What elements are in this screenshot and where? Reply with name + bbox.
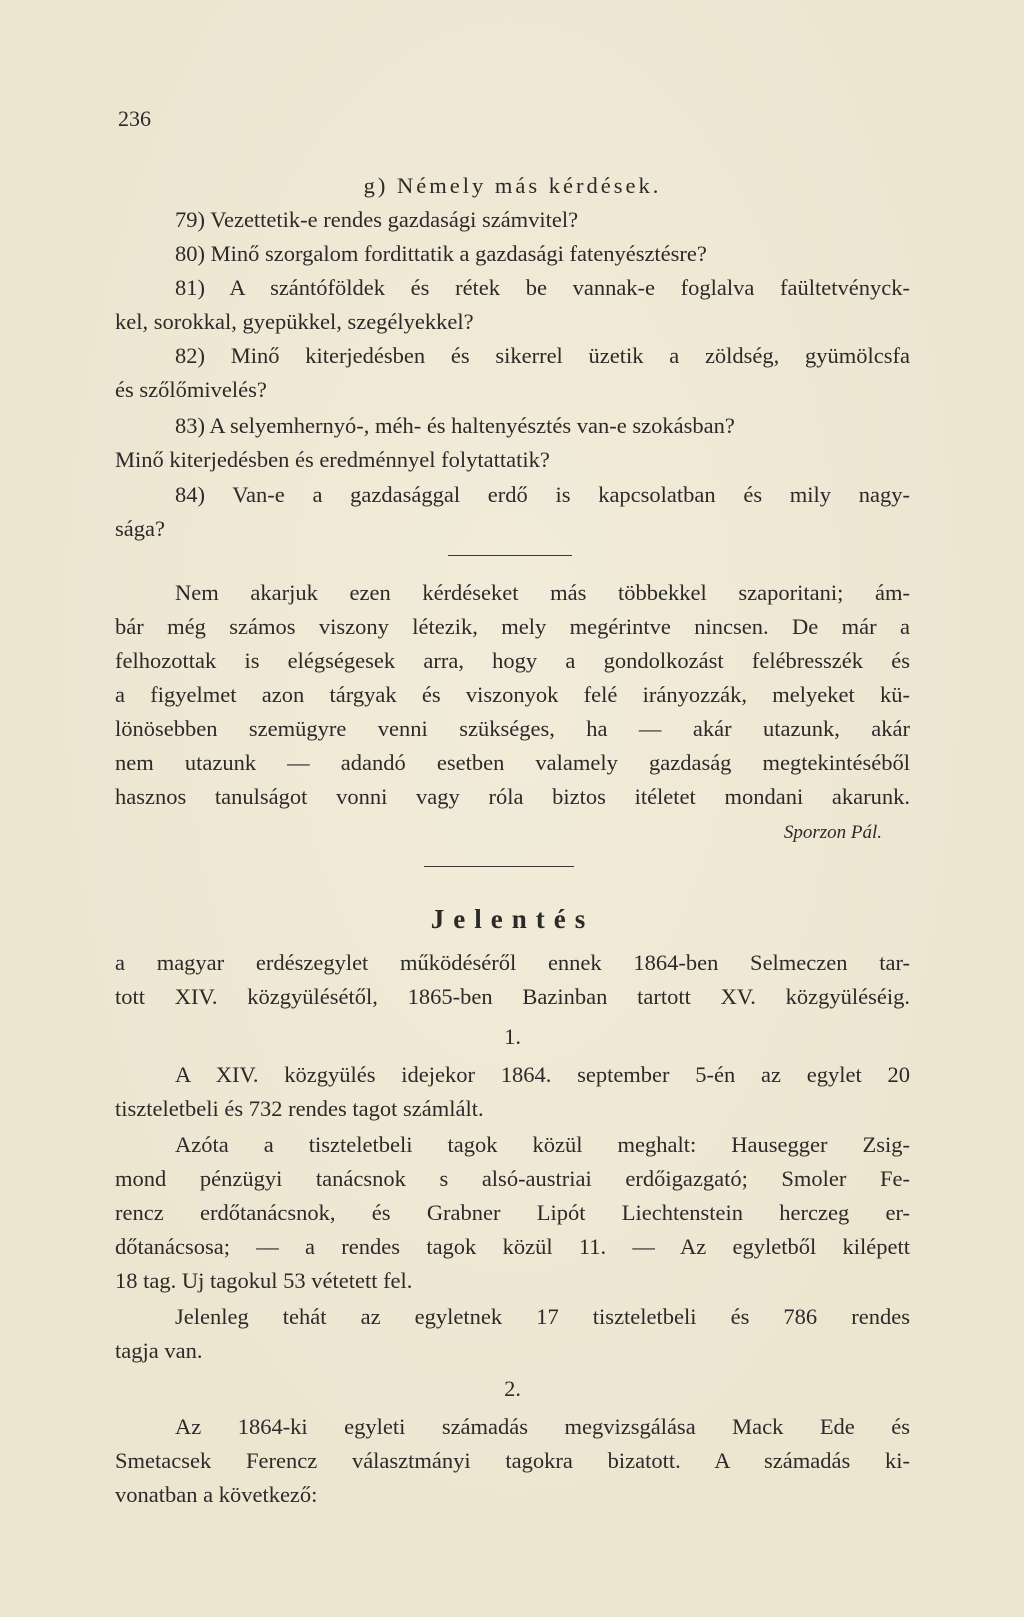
paragraph-line: Nem akarjuk ezen kérdéseket más többekkel szaporitani; ám- <box>175 580 910 605</box>
paragraph-line: dőtanácsosa; — a rendes tagok közül 11. — Az egyletből kilépett <box>115 1234 910 1259</box>
report-heading: Jelentés <box>430 904 595 934</box>
paragraph-line: Azóta a tiszteletbeli tagok közül meghalt: Hausegger Zsig- <box>175 1132 910 1157</box>
paragraph-line: Az 1864-ki egyleti számadás megvizsgálása Mack Ede és <box>175 1414 910 1439</box>
paragraph-line: hasznos tanulságot vonni vagy róla biztos itéletet mondani akarunk. <box>115 784 910 809</box>
article-divider <box>424 866 574 867</box>
question-84: 84) Van-e a gazdasággal erdő is kapcsolatban és mily nagy- <box>175 482 910 507</box>
paragraph-line: rencz erdőtanácsnok, és Grabner Lipót Liechtenstein herczeg er- <box>115 1200 910 1225</box>
paragraph-line: Jelenleg tehát az egyletnek 17 tiszteletbeli és 786 rendes <box>175 1304 910 1329</box>
paragraph-line: Smetacsek Ferencz választmányi tagokra bizatott. A számadás ki- <box>115 1448 910 1473</box>
paragraph-line: nem utazunk — adandó esetben valamely gazdaság megtekintéséből <box>115 750 910 775</box>
paragraph-line: A XIV. közgyülés idejekor 1864. september 5-én az egylet 20 <box>175 1062 910 1087</box>
paragraph-line: mond pénzügyi tanácsnok s alsó-austriai erdőigazgató; Smoler Fe- <box>115 1166 910 1191</box>
question-81-cont: kel, sorokkal, gyepükkel, szegélyekkel? <box>115 309 474 334</box>
paragraph-line: bár még számos viszony létezik, mely megérintve nincsen. De már a <box>115 614 910 639</box>
question-83-cont: Minő kiterjedésben és eredménnyel folytattatik? <box>115 447 550 472</box>
question-82-cont: és szőlőmivelés? <box>115 377 267 402</box>
section-2-number: 2. <box>504 1376 521 1401</box>
paragraph-line: tagja van. <box>115 1338 203 1363</box>
paragraph-line: 18 tag. Uj tagokul 53 vétetett fel. <box>115 1268 413 1293</box>
question-83: 83) A selyemhernyó-, méh- és haltenyésztés van-e szokásban? <box>175 413 735 438</box>
question-82: 82) Minő kiterjedésben és sikerrel üzetik a zöldség, gyümölcsfa <box>175 343 910 368</box>
question-84-cont: sága? <box>115 516 165 541</box>
paragraph-line: tiszteletbeli és 732 rendes tagot számlált. <box>115 1096 484 1121</box>
section-divider <box>448 555 572 556</box>
report-subtitle: a magyar erdészegylet működéséről ennek 1864-ben Selmeczen tar- <box>115 950 910 975</box>
author-signature: Sporzon Pál. <box>783 822 882 843</box>
paragraph-line: vonatban a következő: <box>115 1482 318 1507</box>
section-g-heading: g) Némely más kérdések. <box>363 173 662 198</box>
section-1-number: 1. <box>504 1024 521 1049</box>
report-subtitle: tott XIV. közgyülésétől, 1865-ben Bazinban tartott XV. közgyüléséig. <box>115 984 910 1009</box>
question-79: 79) Vezettetik-e rendes gazdasági számvitel? <box>175 207 579 232</box>
question-80: 80) Minő szorgalom fordittatik a gazdasági fatenyésztésre? <box>175 241 707 266</box>
question-81: 81) A szántóföldek és rétek be vannak-e foglalva faültetvényck- <box>175 275 910 300</box>
paragraph-line: felhozottak is elégségesek arra, hogy a gondolkozást felébresszék és <box>115 648 910 673</box>
paragraph-line: a figyelmet azon tárgyak és viszonyok felé irányozzák, melyeket kü- <box>115 682 910 707</box>
paragraph-line: lönösebben szemügyre venni szükséges, ha — akár utazunk, akár <box>115 716 910 741</box>
page-number: 236 <box>118 106 151 131</box>
